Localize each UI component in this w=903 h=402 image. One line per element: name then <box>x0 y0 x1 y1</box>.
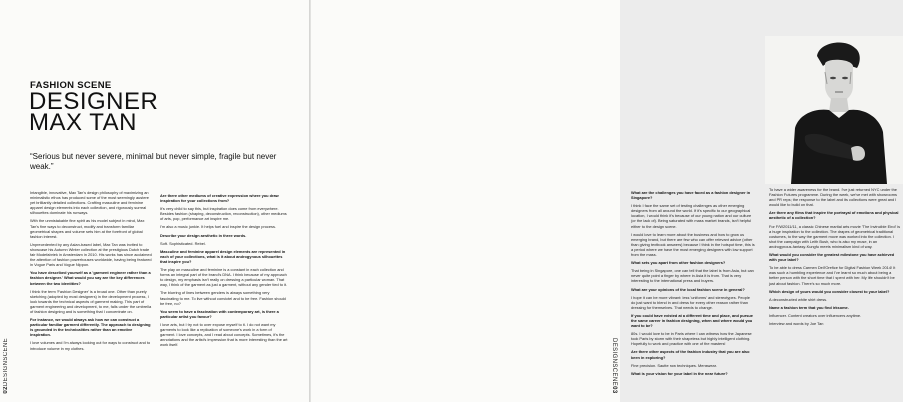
interview-question: Describe your design aesthetic in three words. <box>160 232 247 238</box>
right-page-number: 03 <box>611 386 617 394</box>
interview-question: Which design of yours would you consider closest to your label? <box>769 288 890 294</box>
left-column-1 <box>30 190 152 354</box>
right-column-2 <box>769 187 901 329</box>
section-kicker: FASHION SCENE <box>30 80 112 91</box>
body-paragraph: Unprecedented by any Asian-based label, Max Tan was invited to showcase his Autumn Winter collection at the prestigious Dutch trade fair Modefabriek in Amsterdam in 2010. His works has since acclaimed the attention of fashion powerhouses worldwide, having being featured in Vogue Paris and Vogue Nippon. <box>30 241 152 268</box>
portrait-illustration <box>765 36 903 184</box>
left-folio-label: DESIGNSCENE <box>3 338 9 387</box>
body-paragraph: Intangible, innovative, Max Tan's design philosophy of maximizing an minimalistic ethos has produced some of the most seemingly austere yet brilliantly detailed collections. Crafting masculine and feminine apparel design elements into each collection, and rigorously surreal silhouettes dominate his runways. <box>30 190 149 216</box>
interview-question: What sets you apart from other fashion designers? <box>631 260 726 266</box>
body-paragraph: With the unmistakable fine spirit as his model subject in mind, Max Tan's fine ways to deconstruct, modify and transform familiar geometrical shapes and volume sets him at the forefront of global fashion interest. <box>30 218 145 239</box>
body-paragraph: I hope it can be more vibrant: less 'uniforms' and stereotypes. People do just want to blend in and dress for every other reason rather than dressing for themselves. That needs to change. <box>631 294 750 310</box>
body-paragraph: 80s. I would love to be in Paris where I can witness how the Japanese took Paris by storm with their shapeless but highly intelligent clothing. Hopefully to work and practice with one of the masters! <box>631 331 752 347</box>
body-paragraph: Influencer. Content creators over influencers anytime. <box>769 312 862 318</box>
right-page <box>311 0 901 402</box>
body-paragraph: Fine precision. Sautte row techniques. Menswear. <box>631 362 717 368</box>
interview-question: Are there other aspects of the fashion industry that you are also keen in exploring? <box>631 349 750 360</box>
interview-question: What would you consider the greatest milestone you have achieved with your label? <box>769 252 895 263</box>
interview-question: What are your opinions of the local fashion scene in general? <box>631 286 745 292</box>
article-title <box>29 88 159 136</box>
interview-question: You seem to have a fascination with contemporary art, is there a particular artist you favour? <box>160 308 279 319</box>
title-line-2: MAX TAN <box>29 109 137 136</box>
body-paragraph: I think the term 'Fashion Designer' is a broad one. Other than purely sketching (adopted by most designers) in the development process, I look towards the technical aspects of garment making. This part of garment engineering and development, to me, falls under the umbrella of fashion designing and is something that I concentrate on. <box>30 288 152 314</box>
body-paragraph: I love arts, but I try not to over expose myself to it. I do not want my garments to look like a replication of someone's work in a form of garment. I love concepts, and I read about concepts. Sometimes, it's the annotations and the artist's impression that is more interesting than the art work itself. <box>160 321 288 348</box>
body-paragraph: To have a wider awareness for the brand. I've just returned NYC under the Fashion Futures programme. During the week, we've met with showrooms and PR reps; the response to the label and its collections were great and I would like to build on that. <box>769 187 897 208</box>
body-paragraph: The play on masculine and feminine is a constant in each collection and forms an integral part of the brand's DNA. I think because of my approach to design, my emphasis isn't really on dressing a particular woman. That way, I think of the garment as just a garment, without any gender tied to it. <box>160 267 288 288</box>
pull-quote: “Serious but never severe, minimal but never simple, fragile but never weak.” <box>30 152 277 171</box>
body-paragraph: That being in Singapore, one can tell that the label is from Asia, but can never quite point a finger by where in Asia it is from. That is very interesting to the international press and buyers. <box>631 268 754 284</box>
body-paragraph: For F/W2011/11, a classic Chinese martial arts movie 'The Invincible Eirol' is a huge inspiration to the collection. The drapes of geometrical traditional costumes, to the way the garment move was worked into the collection. I shot the campaign with Leith Bush, who is also my muse, in an androgynous-fantasy-Kungfu meets minimalism kind of way. <box>769 223 901 249</box>
right-folio <box>611 338 617 394</box>
body-paragraph: To be able to dress Carmen Dell'Orefice for Digital Fashion Week 2014! It was such a humbling experience and I've learnt so much about being a better person with the short time that I spent with her. My life shouldn't be just about fashion. There's so much more. <box>769 265 896 286</box>
designer-portrait-photo <box>765 36 903 184</box>
body-paragraph: Soft. Sophisticated. Rebel. <box>160 240 206 246</box>
body-paragraph: I'm also a music junkie. It helps fuel and inspire the design process. <box>160 224 277 230</box>
body-paragraph: A deconstructed white shirt dress. <box>769 296 828 302</box>
right-column-1 <box>631 187 755 379</box>
body-paragraph: I think I face the same set of testing challenges as other emerging designers from all around the world. If it's specific to our geographical location, I would think it's because of our young nation and our culture (or the lack of). Being saturated with mass market brands, isn't helpful either to the design scene. <box>631 203 752 229</box>
left-folio <box>3 338 9 394</box>
title-line-1: DESIGNER <box>29 88 159 115</box>
interview-question: Name a fashion term that you find irksome. <box>769 304 849 310</box>
body-paragraph: I would love to learn more about the business and how to grow us emerging brand, but there are few who can offer relevant advice (other than giving textbook answers) because I think in the hotspot time, this is a period where we have the most emerging designers with low support from the mass. <box>631 231 755 258</box>
interview-question: Are there any films that inspire the portrayal of emotions and physical aesthetic of a collection? <box>769 210 899 221</box>
interview-question: What is your vision for your label in the near future? <box>631 370 728 376</box>
body-paragraph: The blurring of lines between genders is always something very fascinating to me. To live without convictel and to be free. Fashion should be free, no? <box>160 290 286 306</box>
interview-question: Are there other mediums of creative expression where you draw inspiration for your collections from? <box>160 193 279 204</box>
left-page-number: 02 <box>3 386 9 394</box>
body-paragraph: It's very child to say this, but inspiration does come from everywhere. Besides fashion (shaping, deconstruction, reconstruction), other mediums of arts, pop, performance art inspire me. <box>160 206 287 222</box>
body-paragraph: I love volumes and I'm always looking out for ways to construct and to introduce volume in my clothes. <box>30 340 151 351</box>
interview-question: You have described yourself as a 'garment engineer rather than a fashion designer.' What would you say are the key differences between the two identities? <box>30 270 151 286</box>
left-page <box>0 0 309 402</box>
interview-question: If you could have existed at a different time and place, and pursue the same career in fashion designing, when and where would you want to be? <box>631 312 753 329</box>
interview-question: Masculine and feminine apparel design elements are represented in each of your collections, what is it about androgynous silhouettes that inspire you? <box>160 248 286 264</box>
interview-question: For instance, we would always ask how we can construct a particular familiar garment differently. The approach to designing is grounded in the technicalities rather than an emotive inspiration. <box>30 317 151 338</box>
body-paragraph: Interview and words by Joe Tan <box>769 320 824 326</box>
left-column-2 <box>160 190 288 350</box>
interview-question: What are the challenges you have faced as a fashion designer in Singapore? <box>631 190 751 201</box>
right-folio-label: DESIGNSCENE <box>611 338 617 387</box>
